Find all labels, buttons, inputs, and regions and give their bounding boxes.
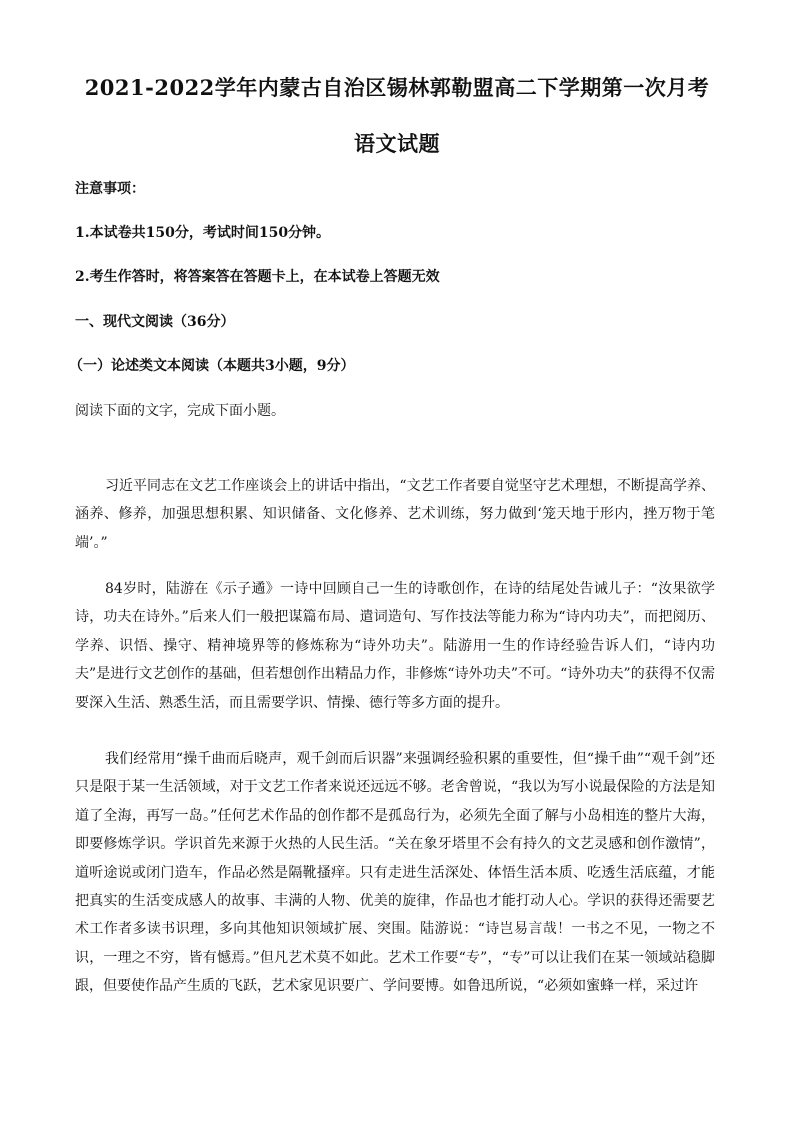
notice-heading: 注意事项：	[75, 181, 145, 197]
reading-instruction: 阅读下面的文字，完成下面小题。	[75, 403, 285, 419]
notice-item-2: 2.考生作答时，将答案答在答题卡上，在本试卷上答题无效	[75, 269, 440, 285]
section-heading: 一、现代文阅读（36分）	[75, 314, 235, 330]
paragraph: 习近平同志在文艺工作座谈会上的讲话中指出，“文艺工作者要自觉坚守艺术理想，不断提高学养、涵养、修养，加强思想积累、知识储备、文化修养、艺术训练，努力做到‘笼天地于形内，挫万物于笔端’。”	[75, 478, 715, 551]
paragraph: 84岁时，陆游在《示子遹》一诗中回顾自己一生的诗歌创作，在诗的结尾处告诫儿子：“汝果欲学诗，功夫在诗外。”后来人们一般把谋篇布局、遣词造句、写作技法等能力称为“诗内功夫”，而把阅历、学养、识悟、操守、精神境界等的修炼称为“诗外功夫”。陆游用一生的作诗经验告诉人们，“诗内功夫”是进行文艺创作的基础，但若想创作出精品力作，非修炼“诗外功夫”不可。“诗外功夫”的获得不仅需要深入生活、熟悉生活，而且需要学识、情操、德行等多方面的提升。	[75, 581, 715, 711]
notice-item-1: 1.本试卷共150分，考试时间150分钟。	[75, 225, 331, 241]
subsection-heading: （一）论述类文本阅读（本题共3小题，9分）	[69, 358, 355, 374]
document-subtitle: 语文试题	[354, 131, 440, 156]
paragraph: 我们经常用“操千曲而后晓声，观千剑而后识器”来强调经验积累的重要性，但“操千曲”“观千剑”还只是限于某一生活领域，对于文艺工作者来说还远远不够。老舍曾说，“我以为写小说最保险的方法是知道了全海，再写一岛。”任何艺术作品的创作都不是孤岛行为，必须先全面了解与小岛相连的整片大海，即要修炼学识。学识首先来源于火热的人民生活。“关在象牙塔里不会有持久的文艺灵感和创作激情”，道听途说或闭门造车，作品必然是隔靴搔痒。只有走进生活深处、体悟生活本质、吃透生活底蕴，才能把真实的生活变成感人的故事、丰满的人物、优美的旋律，作品也才能打动人心。学识的获得还需要艺术工作者多读书识理，多向其他知识领域扩展、突围。陆游说：“诗岂易言哉！一书之不见，一物之不识，一理之不穷，皆有憾焉。”但凡艺术莫不如此。艺术工作要“专”，“专”可以让我们在某一领域站稳脚跟，但要使作品产生质的飞跃，艺术家见识要广、学问要博。如鲁迅所说，“必须如蜜蜂一样，采过许	[75, 751, 715, 995]
document-title: 2021-2022学年内蒙古自治区锡林郭勒盟高二下学期第一次月考	[84, 75, 710, 100]
